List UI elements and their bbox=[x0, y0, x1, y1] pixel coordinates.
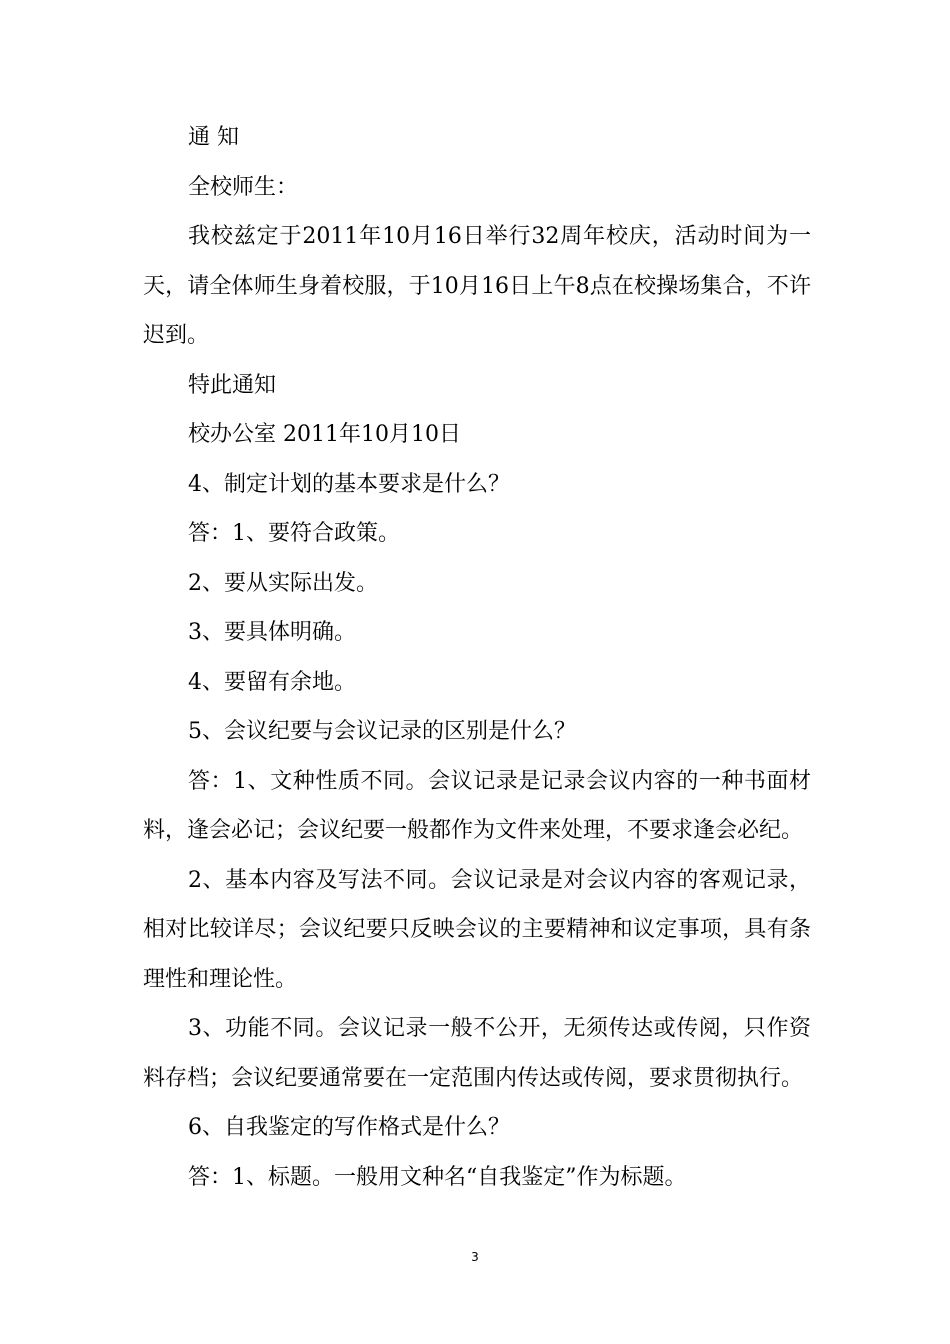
question-6: 6、自我鉴定的写作格式是什么？ bbox=[188, 1115, 510, 1140]
answer-5-item-2: 2、基本内容及写法不同。会议记录是对会议内容的客观记录，相对比较详尽；会议纪要只反映会议的主要精神和议定事项，具有条理性和理论性。 bbox=[143, 867, 811, 992]
answer-4-item-2: 2、要从实际出发。 bbox=[188, 570, 378, 596]
document-body bbox=[143, 113, 811, 1202]
page-number: 3 bbox=[471, 1250, 479, 1264]
notice-salutation: 全校师生： bbox=[188, 174, 299, 200]
question-4: 4、制定计划的基本要求是什么？ bbox=[188, 471, 510, 497]
notice-body: 我校兹定于2011年10月16日举行32周年校庆，活动时间为一天，请全体师生身着校服，于10月16日上午8点在校操场集合，不许迟到。 bbox=[143, 224, 811, 348]
notice-title: 通 知 bbox=[188, 125, 239, 150]
question-5: 5、会议纪要与会议记录的区别是什么？ bbox=[188, 719, 576, 744]
answer-5-item-1: 答：1、文种性质不同。会议记录是记录会议内容的一种书面材料，逢会必记；会议纪要一般都作为文件来处理，不要求逢会必纪。 bbox=[143, 768, 811, 843]
notice-signature: 校办公室 2011年10月10日 bbox=[188, 422, 461, 447]
answer-4-item-3: 3、要具体明确。 bbox=[188, 620, 356, 645]
answer-5-item-3: 3、功能不同。会议记录一般不公开，无须传达或传阅，只作资料存档；会议纪要通常要在一定范围内传达或传阅，要求贯彻执行。 bbox=[143, 1016, 811, 1091]
answer-4-item-4: 4、要留有余地。 bbox=[188, 669, 356, 695]
notice-closing: 特此通知 bbox=[188, 372, 277, 398]
answer-6-item-1: 答：1、标题。一般用文种名“自我鉴定”作为标题。 bbox=[188, 1164, 687, 1190]
answer-4-item-1: 答：1、要符合政策。 bbox=[188, 521, 400, 546]
